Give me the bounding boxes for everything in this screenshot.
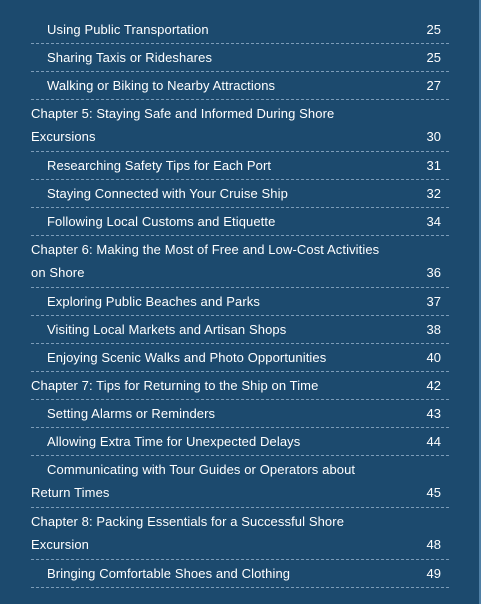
toc-entry-page: 43 bbox=[426, 406, 441, 421]
toc-entry-page: 37 bbox=[426, 294, 441, 309]
toc-entry[interactable] bbox=[31, 44, 449, 72]
toc-entry-page: 27 bbox=[426, 78, 441, 93]
toc-entry[interactable] bbox=[31, 180, 449, 208]
toc-entry-title: Communicating with Tour Guides or Operators about bbox=[47, 462, 356, 477]
toc-entry-page: 25 bbox=[426, 50, 441, 65]
toc-entry-title-continued: Excursions bbox=[31, 129, 96, 144]
toc-entry[interactable] bbox=[31, 152, 449, 180]
toc-entry-title: Allowing Extra Time for Unexpected Delays bbox=[47, 434, 301, 449]
toc-entry-title-continued: on Shore bbox=[31, 265, 85, 280]
toc-entry-title: Following Local Customs and Etiquette bbox=[47, 214, 276, 229]
toc-entry-page: 38 bbox=[426, 322, 441, 337]
toc-entry-page: 40 bbox=[426, 350, 441, 365]
toc-entry-title: Researching Safety Tips for Each Port bbox=[47, 158, 272, 173]
toc-entry[interactable] bbox=[31, 208, 449, 236]
toc-entry[interactable] bbox=[31, 456, 449, 508]
toc-entry-page: 36 bbox=[426, 265, 441, 280]
toc-entry[interactable] bbox=[31, 316, 449, 344]
toc-entry[interactable] bbox=[31, 400, 449, 428]
toc-chapter-entry[interactable] bbox=[31, 236, 449, 288]
toc-entry-title: Staying Connected with Your Cruise Ship bbox=[47, 186, 288, 201]
toc-chapter-entry[interactable] bbox=[31, 100, 449, 152]
toc-entry-title: Chapter 5: Staying Safe and Informed During Shore bbox=[31, 106, 335, 121]
toc-entry[interactable] bbox=[31, 72, 449, 100]
toc-entry-page: 48 bbox=[426, 537, 441, 552]
toc-chapter-entry[interactable] bbox=[31, 372, 449, 400]
toc-entry-title: Exploring Public Beaches and Parks bbox=[47, 294, 260, 309]
toc-entry-title: Chapter 7: Tips for Returning to the Ship on Time bbox=[31, 378, 319, 393]
toc-entry-title: Walking or Biking to Nearby Attractions bbox=[47, 78, 276, 93]
toc-entry-title-continued: Return Times bbox=[31, 485, 110, 500]
toc-entry[interactable] bbox=[31, 344, 449, 372]
toc-entry-page: 34 bbox=[426, 214, 441, 229]
toc-entry-title: Chapter 8: Packing Essentials for a Successful Shore bbox=[31, 514, 345, 529]
toc-entry[interactable] bbox=[31, 428, 449, 456]
toc-entry[interactable] bbox=[31, 16, 449, 44]
toc-entry-page: 49 bbox=[426, 566, 441, 581]
toc-chapter-entry[interactable] bbox=[31, 508, 449, 560]
toc-entry[interactable] bbox=[31, 288, 449, 316]
toc-entry-title-continued: Excursion bbox=[31, 537, 89, 552]
toc-entry-title: Setting Alarms or Reminders bbox=[47, 406, 216, 421]
toc-entry-title: Using Public Transportation bbox=[47, 22, 209, 37]
toc-entry-title: Bringing Comfortable Shoes and Clothing bbox=[47, 566, 291, 581]
toc-entry-title: Visiting Local Markets and Artisan Shops bbox=[47, 322, 287, 337]
toc-entry-page: 25 bbox=[426, 22, 441, 37]
toc-entry-page: 31 bbox=[426, 158, 441, 173]
toc-entry-title: Sharing Taxis or Rideshares bbox=[47, 50, 213, 65]
toc-entry-page: 45 bbox=[426, 485, 441, 500]
toc-entry[interactable] bbox=[31, 560, 449, 588]
toc-entry-page: 44 bbox=[426, 434, 441, 449]
toc-entry-title: Enjoying Scenic Walks and Photo Opportunities bbox=[47, 350, 327, 365]
toc-entry-page: 32 bbox=[426, 186, 441, 201]
toc-entry-title: Chapter 6: Making the Most of Free and Low-Cost Activities bbox=[31, 242, 380, 257]
toc-entry-page: 30 bbox=[426, 129, 441, 144]
toc-entry-page: 42 bbox=[426, 378, 441, 393]
